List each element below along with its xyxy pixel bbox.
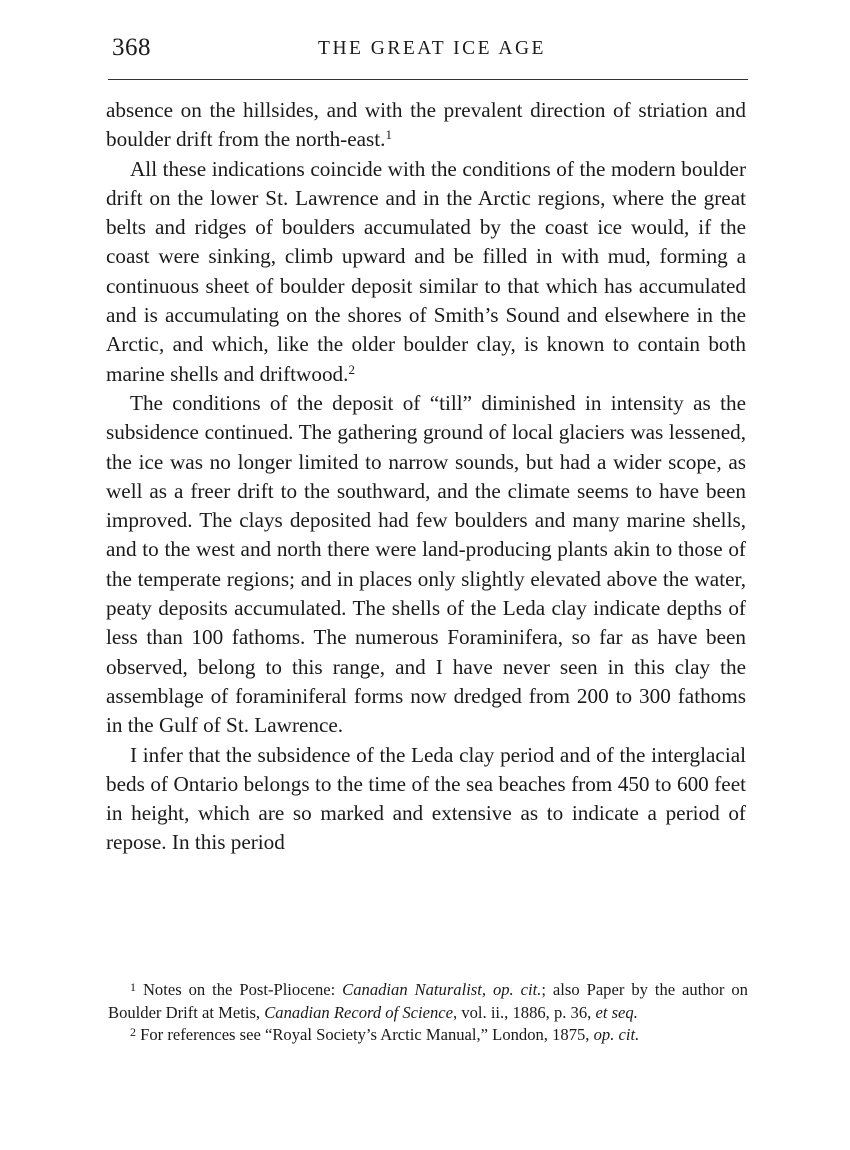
footnote-citation: Canadian Record of Science [264,1002,454,1022]
footnote-text: For references see “Royal Society’s Arctic Manual,” London, 1875, [140,1025,594,1044]
page-header [112,34,752,68]
footnote-citation: et seq. [595,1002,638,1022]
running-title: THE GREAT ICE AGE [318,38,546,59]
paragraph-3 [106,389,746,741]
paragraph-1 [106,96,746,155]
paragraph-2 [106,155,746,389]
footnote-mark: 1 [130,980,136,994]
footnote-ref: 1 [385,127,392,143]
header-rule [108,79,748,80]
page-number: 368 [112,34,151,61]
paragraph-text: All these indications coincide with the conditions of the modern boulder drift on the lower St. Lawrence and in the Arctic regions, where the great belts and ridges of boulders accumulated by the coast ice would, if the coast were sinking, climb upward and be filled in with mud, forming a continuous sheet of boulder deposit similar to that which has accumulated and is accumulating on the shores of Smith’s Sound and elsewhere in the Arctic, and which, like the older boulder clay, is known to contain both marine shells and driftwood. [106,156,746,386]
footnote-ref: 2 [348,361,355,377]
footnote-1 [108,979,748,1024]
paragraph-text: absence on the hillsides, and with the prevalent direction of striation and boulder drift from the north-east. [106,98,746,152]
footnotes [108,979,748,1047]
footnote-citation: Canadian Naturalist, op. cit. [342,980,542,999]
footnote-text: , vol. ii., 1886, p. 36, [453,1002,596,1022]
paragraph-text: The conditions of the deposit of “till” diminished in intensity as the subsidence continued. The gathering ground of local glaciers was lessened, the ice was no longer limited to narrow sounds, but had a wider scope, as well as a freer drift to the southward, and the climate seems to have been improved. The clays deposited had few boulders and many marine shells, and to the west and north there were land-producing plants akin to those of the temperate regions; and in places only slightly elevated above the water, peaty deposits accumulated. The shells of the Leda clay indicate depths of less than 100 fathoms. The numerous Foraminifera, so far as have been observed, belong to this range, and I have never seen in this clay the assemblage of foraminiferal forms now dredged from 200 to 300 fathoms in the Gulf of St. Lawrence. [106,390,746,738]
footnote-2 [108,1024,748,1047]
footnote-mark: 2 [130,1025,136,1039]
footnote-text: Notes on the Post-Pliocene: [142,980,343,999]
footnote-citation: op. cit. [593,1025,640,1044]
paragraph-4 [106,741,746,858]
body-text [106,96,746,858]
footnote-text: ; also Paper by the author on Boulder Drift at Metis, [108,980,748,1022]
paragraph-text: I infer that the subsidence of the Leda clay period and of the interglacial beds of Ontario belongs to the time of the sea beaches from 450 to 600 feet in height, which are so marked and extensive as to indicate a period of repose. In this period [106,742,746,855]
